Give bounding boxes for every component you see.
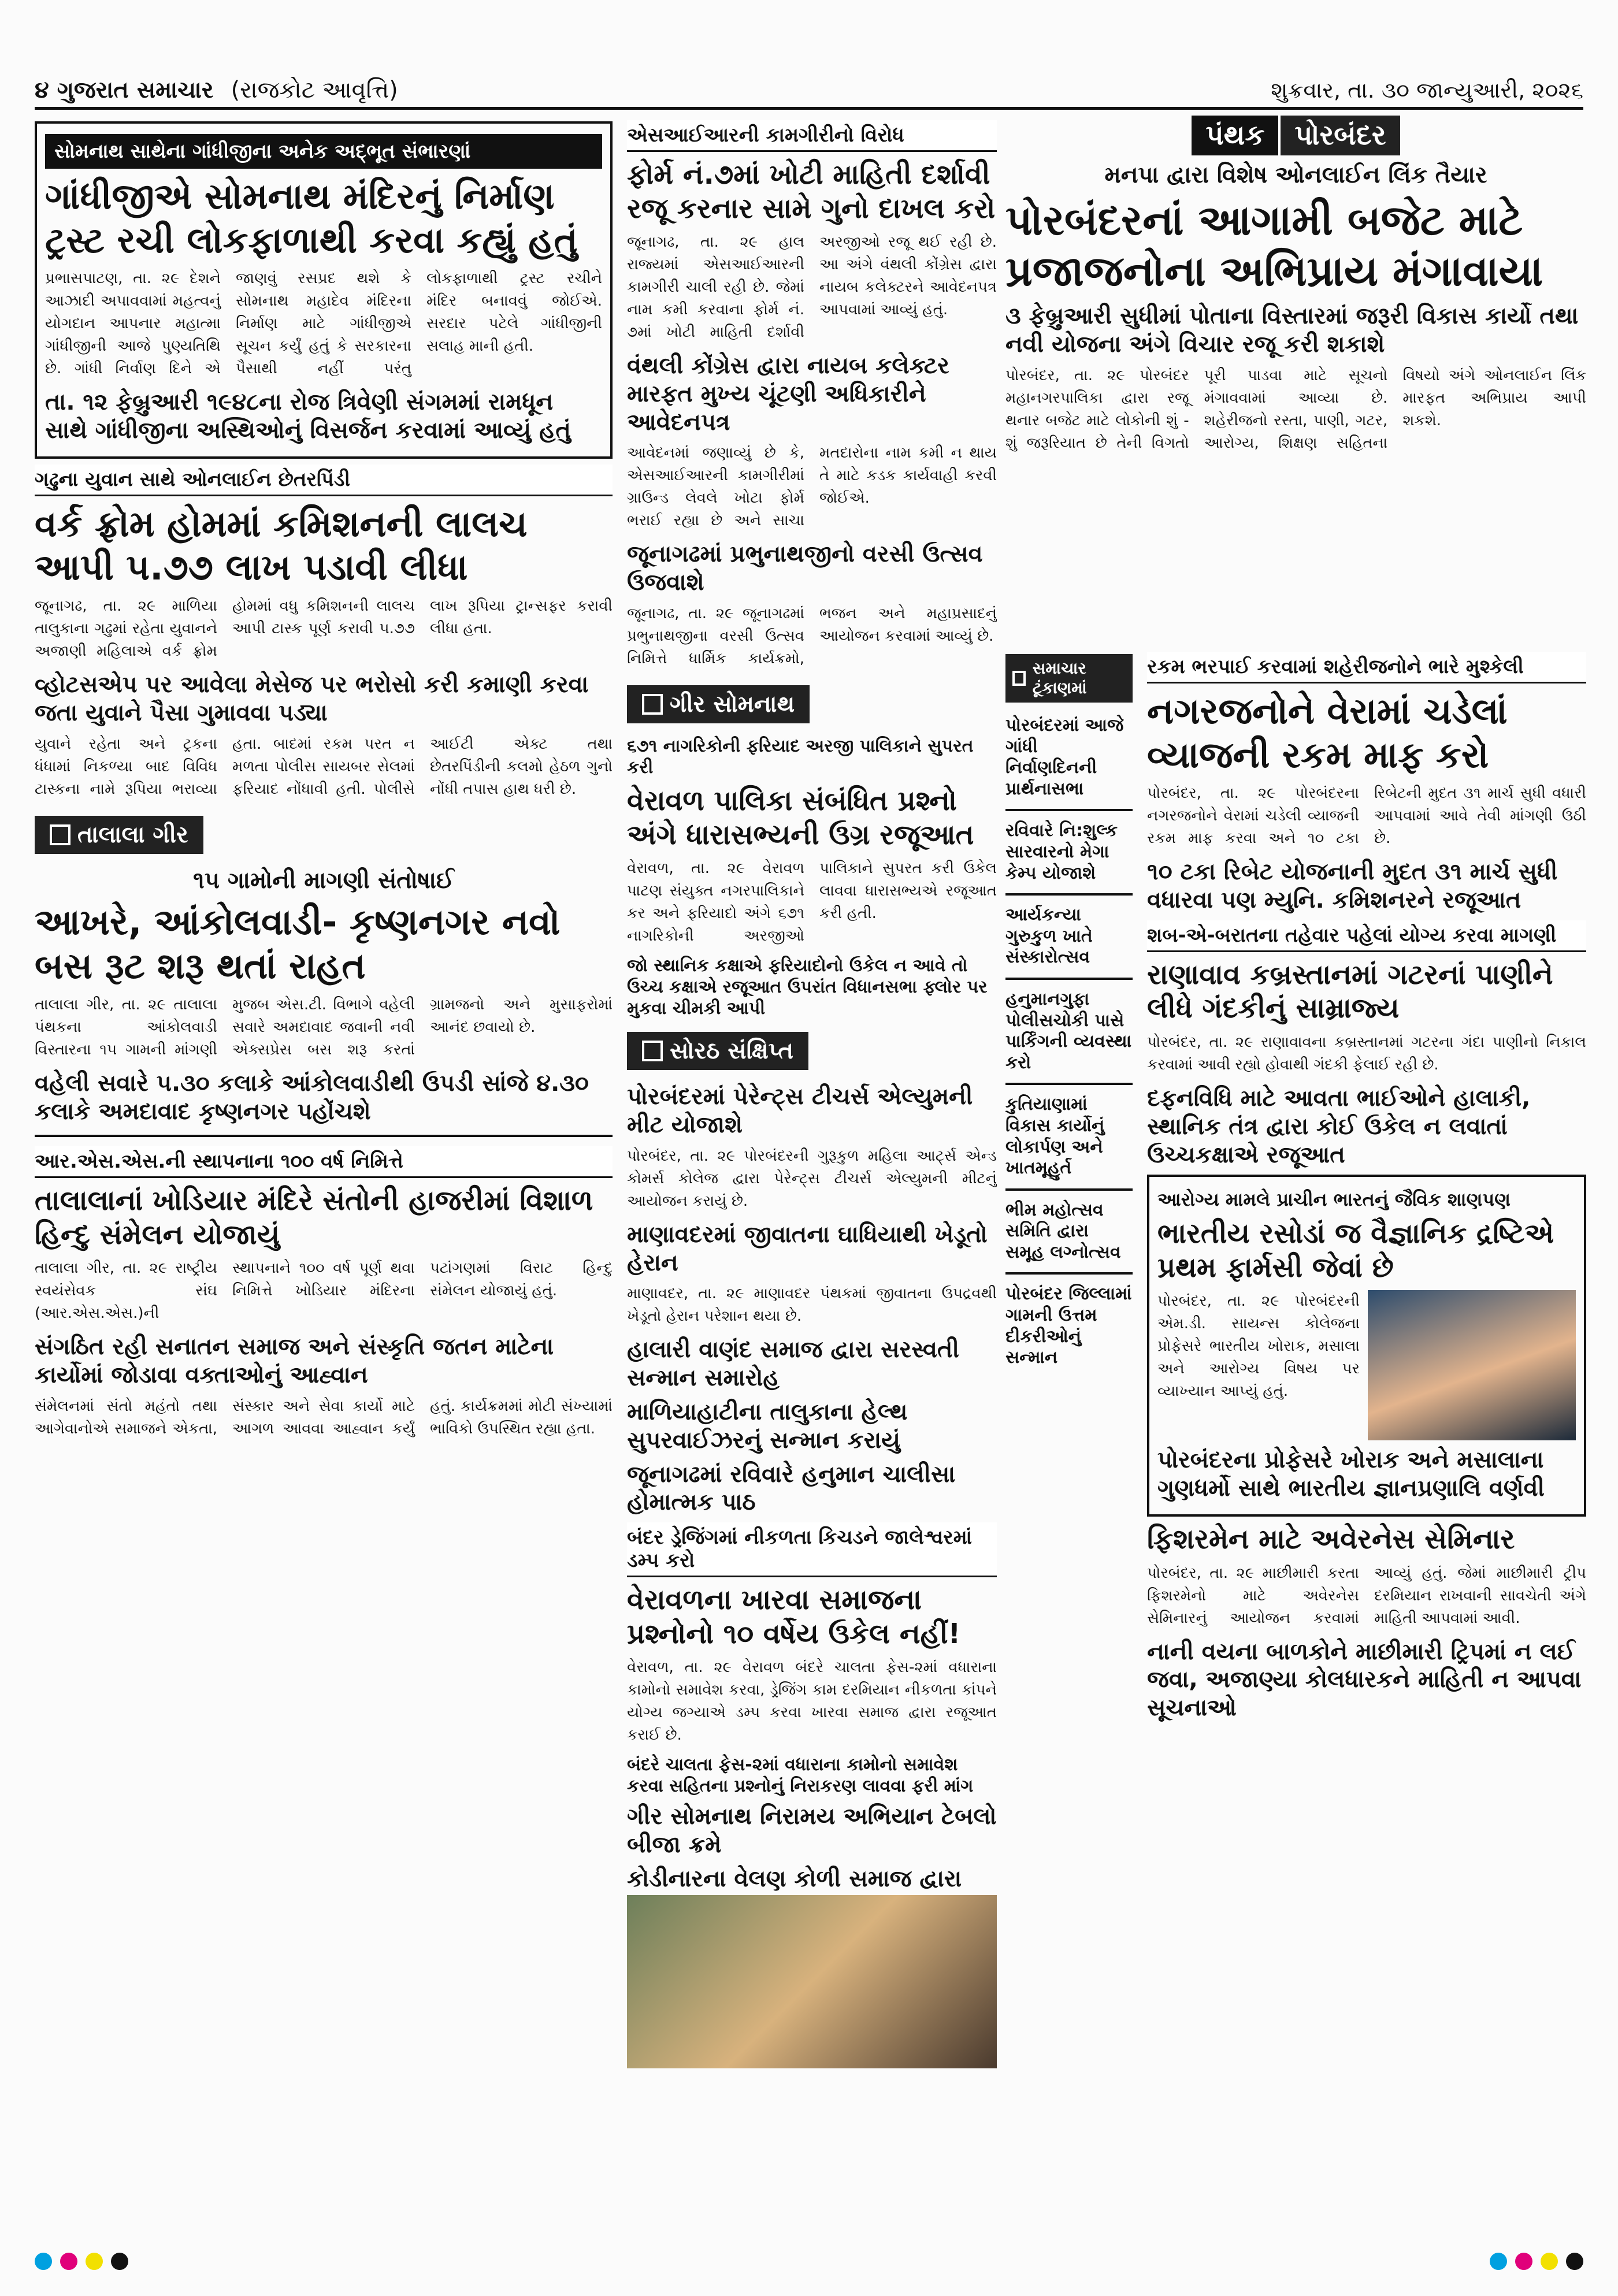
section-tag xyxy=(627,685,810,723)
kicker: સોમનાથ સાથેના ગાંધીજીના અનેક અદ્ભૂત સંભારણાં xyxy=(45,134,602,169)
headline: તાલાલાનાં ખોડિયાર મંદિરે સંતોની હાજરીમાં વિશાળ હિન્દુ સંમેલન યોજાયું xyxy=(35,1184,593,1251)
headline: ગીર સોમનાથ નિરામય અભિયાન ટેબલો બીજા ક્રમે xyxy=(627,1803,997,1859)
headline: ભારતીય રસોડાં જ વૈજ્ઞાનિક દ્રષ્ટિએ પ્રથમ ફાર્મસી જેવાં છે xyxy=(1157,1217,1554,1284)
headline: વેરાવળ પાલિકા સંબંધિત પ્રશ્નો અંગે ધારાસભ્યની ઉગ્ર રજૂઆત xyxy=(627,785,974,851)
column-4 xyxy=(1147,647,1586,2227)
subheadline: ૧૦ ટકા રિબેટ યોજનાની મુદત ૩૧ માર્ચ સુધી વધારવા પણ મ્યુનિ. કમિશનરને રજૂઆત xyxy=(1147,859,1558,914)
divider xyxy=(35,1135,613,1137)
section-name: પંથક xyxy=(1192,116,1278,155)
kicker: આરોગ્ય મામલે પ્રાચીન ભારતનું જૈવિક શાણપણ xyxy=(1157,1188,1511,1211)
article-body: તાલાલા ગીર, તા. ૨૯ રાષ્ટ્રીય સ્વયંસેવક સંઘ (આર.એસ.એસ.)ની સ્થાપનાને ૧૦૦ વર્ષ પૂર્ણ થવા નિમિત્તે ખોડિયાર મંદિરના પટાંગણમાં વિરાટ હિન્દુ સંમેલન યોજાયું હતું. xyxy=(35,1260,613,1322)
kicker: બંદર ડ્રેજિંગમાં નીકળતા કિચડને જાલેશ્વરમાં ડમ્પ કરો xyxy=(627,1522,997,1577)
subheadline: સંગઠિત રહી સનાતન સમાજ અને સંસ્કૃતિ જતન માટેના કાર્યોમાં જોડાવા વક્તાઓનું આહ્વાન xyxy=(35,1333,554,1389)
porbandar-lead xyxy=(1005,116,1586,636)
headline: ફિશરમેન માટે અવેરનેસ સેમિનાર xyxy=(1147,1523,1515,1556)
article-body: જૂનાગઢ, તા. ૨૯ હાલ રાજ્યમાં એસઆઈઆરની કામગીરી ચાલી રહી છે. જેમાં નામ કમી કરવાના ફોર્મ નં. ૭માં ખોટી માહિતી દર્શાવી અરજીઓ રજૂ થઈ રહી છે. આ અંગે વંથલી કોંગ્રેસ દ્વારા નાયબ કલેક્ટરને આવેદનપત્ર આપવામાં આવ્યું હતું. xyxy=(627,233,997,341)
hourglass-icon xyxy=(642,1041,663,1061)
article-body: પોરબંદર, તા. ૨૯ માછીમારી કરતા ફિશરમેનો માટે અવેરનેસ સેમિનારનું આયોજન કરવામાં આવ્યું હતું. જેમાં માછીમારી ટ્રીપ દરમિયાન રાખવાની સાવચેતી અંગે માહિતી આપવામાં આવી. xyxy=(1147,1564,1586,1627)
subheadline: દફનવિધિ માટે આવતા ભાઈઓને હાલાકી, સ્થાનિક તંત્ર દ્વારા કોઈ ઉકેલ ન લવાતાં ઉચ્ચકક્ષાએ રજૂઆત xyxy=(1147,1084,1531,1168)
kicker: રકમ ભરપાઈ કરવામાં શહેરીજનોને ભારે મુશ્કેલી xyxy=(1147,652,1586,683)
paper-title: ૪ ગુજરાત સમાચાર xyxy=(35,77,214,103)
kicker: શબ-એ-બરાતના તહેવાર પહેલાં યોગ્ય કરવા માગણી xyxy=(1147,920,1586,952)
article-body: તાલાલા ગીર, તા. ૨૯ તાલાલા પંથકના આંકોલવાડી વિસ્તારના ૧૫ ગામની માંગણી મુજબ એસ.ટી. વિભાગે વહેલી સવારે અમદાવાદ જવાની નવી એક્સપ્રેસ બસ શરૂ કરતાં ગ્રામજનો અને મુસાફરોમાં આનંદ છવાયો છે. xyxy=(35,995,613,1058)
headline: પોરબંદરનાં આગામી બજેટ માટે પ્રજાજનોના અભિપ્રાય મંગાવાયા xyxy=(1005,195,1543,295)
subheadline: બંદરે ચાલતા ફેસ-૨માં વધારાના કામોનો સમાવેશ કરવા સહિતના પ્રશ્નોનું નિરાકરણ લાવવા ફરી માંગ xyxy=(627,1755,974,1796)
subheadline: પોરબંદરના પ્રોફેસરે ખોરાક અને મસાલાના ગુણધર્મો સાથે ભારતીય જ્ઞાનપ્રણાલિ વર્ણવી xyxy=(1157,1447,1545,1502)
divider xyxy=(1005,1272,1133,1275)
black-dot xyxy=(111,2253,128,2270)
column-1 xyxy=(35,116,613,2227)
divider xyxy=(1005,978,1133,980)
headline: જૂનાગઢમાં પ્રભુનાથજીનો વરસી ઉત્સવ ઉજવાશે xyxy=(627,541,983,596)
article-body: પોરબંદર, તા. ૨૯ પોરબંદરના નગરજનોને વેરામાં ચડેલી વ્યાજની રકમ માફ કરવા અને ૧૦ ટકા રિબેટની મુદત ૩૧ માર્ચ સુધી વધારી આપવામાં આવે તેવી માંગણી ઉઠી છે. xyxy=(1147,785,1586,848)
brief-headline: હનુમાનગુફા પોલીસચોકી પાસે પાર્કિંગની વ્યવસ્થા કરો xyxy=(1005,989,1132,1073)
article-body: જૂનાગઢ, તા. ૨૯ જૂનાગઢમાં પ્રભુનાથજીના વરસી ઉત્સવ નિમિત્તે ધાર્મિક કાર્યક્રમો, ભજન અને મહાપ્રસાદનું આયોજન કરવામાં આવ્યું છે. xyxy=(627,605,997,668)
subheadline: વહેલી સવારે ૫.૩૦ કલાકે આંકોલવાડીથી ઉપડી સાંજે ૪.૩૦ કલાકે અમદાવાદ કૃષ્ણનગર પહોંચશે xyxy=(35,1069,589,1125)
headline: માણાવદરમાં જીવાતના ઘાધિયાથી ખેડૂતો હેરાન xyxy=(627,1221,988,1276)
section-tag-label: તાલાલા ગીર xyxy=(77,821,188,848)
kicker: મનપા દ્વારા વિશેષ ઓનલાઈન લિંક તૈયાર xyxy=(1104,162,1487,188)
headline: ફોર્મ નં.૭માં ખોટી માહિતી દર્શાવી રજૂ કરનાર સામે ગુનો દાખલ કરો xyxy=(627,158,996,225)
brief-headline: ભીમ મહોત્સવ સમિતિ દ્વારા સમૂહ લગ્નોત્સવ xyxy=(1005,1199,1121,1262)
kicker: એસઆઈઆરની કામગીરીનો વિરોધ xyxy=(627,120,997,152)
print-registration xyxy=(35,2250,1583,2273)
headline: આખરે, આંકોલવાડી- કૃષ્ણનગર નવો બસ રૂટ શરૂ થતાં રાહત xyxy=(35,901,561,987)
ayurveda-story xyxy=(1147,1175,1586,1517)
headline: પોરબંદરમાં પેરેન્ટ્સ ટીચર્સ એલ્યુમની મીટ યોજાશે xyxy=(627,1083,973,1138)
color-bar-right xyxy=(1490,2253,1583,2270)
hourglass-icon xyxy=(642,694,663,715)
yellow-dot xyxy=(86,2253,103,2270)
section-tag-label: સોરઠ સંક્ષિપ્ત xyxy=(670,1038,793,1065)
article-body: વેરાવળ, તા. ૨૯ વેરાવળ પાટણ સંયુક્ત નગરપાલિકાને કર અને ફરિયાદો અંગે ૬૭૧ નાગરિકોની અરજીઓ પાલિકાને સુપરત કરી ઉકેલ લાવવા ધારાસભ્યએ રજૂઆત કરી હતી. xyxy=(627,860,997,945)
speaker-photo xyxy=(1368,1290,1576,1440)
headline: નગરજનોને વેરામાં ચડેલાં વ્યાજની રકમ માફ કરો xyxy=(1147,690,1508,776)
black-dot xyxy=(1566,2253,1583,2270)
brief-headline: કુતિયાણામાં વિકાસ કાર્યોનું લોકાર્પણ અને ખાતમૂહુર્ત xyxy=(1005,1094,1105,1179)
hourglass-icon xyxy=(1012,671,1026,686)
headline: હાલારી વાણંદ સમાજ દ્વારા સરસ્વતી સન્માન સમારોહ xyxy=(627,1336,959,1392)
section-tag xyxy=(1005,654,1133,703)
headline: જૂનાગઢમાં રવિવારે હનુમાન ચાલીસા હોમાત્મક પાઠ xyxy=(627,1461,956,1516)
article-body: માણાવદર, તા. ૨૯ માણાવદર પંથકમાં જીવાતના ઉપદ્રવથી ખેડૂતો હેરાન પરેશાન થયા છે. xyxy=(627,1285,997,1325)
masthead-left xyxy=(35,77,398,103)
article-body: યુવાને રહેતા અને ટ્રકના ધંધામાં નિકળ્યા બાદ વિવિધ ટાસ્કના નામે રૂપિયા ભરાવ્યા હતા. બાદમાં રકમ પરત ન મળતા પોલીસ સાયબર સેલમાં ફરિયાદ નોંધાવી હતી. પોલીસે આઈટી એક્ટ તથા છેતરપિંડીની કલમો હેઠળ ગુનો નોંધી તપાસ હાથ ધરી છે. xyxy=(35,735,613,798)
magenta-dot xyxy=(60,2253,77,2270)
brief-headline: રવિવારે નિ:શુલ્ક સારવારનો મેગા કેમ્પ યોજાશે xyxy=(1005,820,1118,883)
magenta-dot xyxy=(1515,2253,1532,2270)
gandhi-story xyxy=(35,121,613,459)
brief-headline: પોરબંદર જિલ્લામાં ગામની ઉત્તમ દીકરીઓનું સન્માન xyxy=(1005,1284,1132,1368)
headline: રાણાવાવ કબ્રસ્તાનમાં ગટરનાં પાણીને લીધે ગંદકીનું સામ્રાજ્ય xyxy=(1147,958,1553,1025)
brief-headline: પોરબંદરમાં આજે ગાંધી નિર્વાણદિનની પ્રાર્થનાસભા xyxy=(1005,715,1124,799)
issue-date: શુક્રવાર, તા. ૩૦ જાન્યુઆરી, ૨૦૨૬ xyxy=(1271,77,1583,103)
divider xyxy=(1005,1188,1133,1191)
section-tag xyxy=(35,816,203,854)
subheadline: વંથલી કોંગ્રેસ દ્વારા નાયબ કલેક્ટર મારફત મુખ્ય ચૂંટણી અધિકારીને આવેદનપત્ર xyxy=(627,352,949,436)
edition: (રાજકોટ આવૃત્તિ) xyxy=(231,77,398,103)
article-body: પ્રભાસપાટણ, તા. ૨૯ દેશને આઝાદી અપાવવામાં મહત્વનું યોગદાન આપનાર મહાત્મા ગાંધીજીની આજે પુણ્યતિથિ છે. ગાંધી નિર્વાણ દિને એ જાણવું રસપ્રદ થશે કે સોમનાથ મહાદેવ મંદિરના નિર્માણ માટે ગાંધીજીએ સૂચન કર્યું હતું કે સરકારના પૈસાથી નહીં પરંતુ લોકફાળાથી ટ્રસ્ટ રચીને મંદિર બનાવવું જોઈએ. સરદાર પટેલે ગાંધીજીની સલાહ માની હતી. xyxy=(45,270,602,378)
yellow-dot xyxy=(1541,2253,1558,2270)
kicker: ૬૭૧ નાગરિકોની ફરિયાદ અરજી પાલિકાને સુપરત કરી xyxy=(627,736,974,778)
article-body: પોરબંદર, તા. ૨૯ પોરબંદર મહાનગરપાલિકા દ્વારા રજૂ થનાર બજેટ માટે લોકોની શું - શું જરૂરિયાત છે તેની વિગતો પૂરી પાડવા માટે સૂચનો મંગાવવામાં આવ્યા છે. શહેરીજનો રસ્તા, પાણી, ગટર, આરોગ્ય, શિક્ષણ સહિતના વિષયો અંગે ઓનલાઈન લિંક મારફત અભિપ્રાય આપી શકશે. xyxy=(1005,367,1586,452)
subheadline: ૩ ફેબ્રુઆરી સુધીમાં પોતાના વિસ્તારમાં જરૂરી વિકાસ કાર્યો તથા નવી યોજના અંગે વિચાર રજૂ કરી શકાશે xyxy=(1005,303,1579,358)
cyan-dot xyxy=(1490,2253,1507,2270)
article-body: વેરાવળ, તા. ૨૯ વેરાવળ બંદરે ચાલતા ફેસ-૨માં વધારાના કામોનો સમાવેશ કરવા, ડ્રેજિંગ કામ દરમિયાન નીકળતા કાંપને યોગ્ય જગ્યાએ ડમ્પ કરવા ખારવા સમાજ દ્વારા રજૂઆત કરાઈ છે. xyxy=(627,1659,997,1744)
divider xyxy=(1005,893,1133,896)
color-bar-left xyxy=(35,2253,128,2270)
headline: માળિયાહાટીના તાલુકાના હેલ્થ સુપરવાઈઝરનું સન્માન કરાયું xyxy=(627,1398,908,1454)
divider xyxy=(1005,1083,1133,1085)
kicker: ૧૫ ગામોની માગણી સંતોષાઈ xyxy=(193,867,454,894)
kicker: ગઢુના યુવાન સાથે ઓનલાઈન છેતરપિંડી xyxy=(35,465,613,496)
section-city: પોરબંદર xyxy=(1278,116,1400,155)
subheadline: તા. ૧૨ ફેબ્રુઆરી ૧૯૪૮ના રોજ ત્રિવેણી સંગમમાં રામધૂન સાથે ગાંધીજીના અસ્થિઓનું વિસર્જન કરવામાં આવ્યું હતું xyxy=(45,389,571,444)
section-tag-label: સમાચાર ટૂંકાણમાં xyxy=(1032,659,1087,697)
subheadline: જો સ્થાનિક કક્ષાએ ફરિયાદોનો ઉકેલ ન આવે તો ઉચ્ચ કક્ષાએ રજૂઆત ઉપરાંત વિધાનસભા ફ્લોર પર મુકવા ચીમકી આપી xyxy=(627,956,988,1019)
subheadline: નાની વયના બાળકોને માછીમારી ટ્રિપમાં ન લઈ જવા, અજાણ્યા કોલધારકને માહિતી ન આપવા સૂચનાઓ xyxy=(1147,1638,1582,1722)
headline: વેરાવળના ખારવા સમાજના પ્રશ્નોનો ૧૦ વર્ષેય ઉકેલ નહીં! xyxy=(627,1584,961,1650)
section-label xyxy=(1005,116,1586,155)
masthead xyxy=(35,75,1583,110)
article-body: પોરબંદર, તા. ૨૯ પોરબંદરની એમ.ડી. સાયન્સ કોલેજના પ્રોફેસરે ભારતીય ખોરાક, મસાલા અને આરોગ્ય વિષય પર વ્યાખ્યાન આપ્યું હતું. xyxy=(1157,1292,1360,1400)
section-tag-label: ગીર સોમનાથ xyxy=(670,691,795,718)
headline: ગાંધીજીએ સોમનાથ મંદિરનું નિર્માણ ટ્રસ્ટ રચી લોકફાળાથી કરવા કહ્યું હતું xyxy=(45,175,578,261)
subheadline: વ્હોટસએપ પર આવેલા મેસેજ પર ભરોસો કરી કમાણી કરવા જતા યુવાને પૈસા ગુમાવવા પડ્યા xyxy=(35,671,589,726)
article-body: જૂનાગઢ, તા. ૨૯ માળિયા તાલુકાના ગઢુમાં રહેતા યુવાનને અજાણી મહિલાએ વર્ક ફ્રોમ હોમમાં વધુ કમિશનની લાલચ આપી ટાસ્ક પૂર્ણ કરાવી ૫.૭૭ લાખ રૂપિયા ટ્રાન્સફર કરાવી લીધા હતા. xyxy=(35,597,613,660)
students-photo xyxy=(627,1895,997,2068)
article-body: પોરબંદર, તા. ૨૯ રાણાવાવના કબ્રસ્તાનમાં ગટરના ગંદા પાણીનો નિકાલ કરવામાં આવી રહ્યો હોવાથી ગંદકી ફેલાઈ રહી છે. xyxy=(1147,1033,1586,1073)
article-body: આવેદનમાં જણાવ્યું છે કે, એસઆઈઆરની કામગીરીમાં ગ્રાઉન્ડ લેવલે ખોટા ફોર્મ ભરાઈ રહ્યા છે અને સાચા મતદારોના નામ કમી ન થાય તે માટે કડક કાર્યવાહી કરવી જોઈએ. xyxy=(627,444,997,530)
article-body: પોરબંદર, તા. ૨૯ પોરબંદરની ગુરૂકુળ મહિલા આર્ટ્સ એન્ડ કોમર્સ કોલેજ દ્વારા પેરેન્ટ્સ ટીચર્સ એલ્યુમની મીટનું આયોજન કરાયું છે. xyxy=(627,1147,997,1210)
headline: કોડીનારના વેલણ કોળી સમાજ દ્વારા xyxy=(627,1865,962,1892)
section-tag xyxy=(627,1032,808,1070)
kicker: આર.એસ.એસ.ની સ્થાપનાના ૧૦૦ વર્ષ નિમિત્તે xyxy=(35,1146,613,1178)
cyan-dot xyxy=(35,2253,52,2270)
brief-headline: આર્યકન્યા ગુરુકુળ ખાતે સંસ્કારોત્સવ xyxy=(1005,905,1093,968)
hourglass-icon xyxy=(50,824,70,845)
headline: વર્ક ફ્રોમ હોમમાં કમિશનની લાલચ આપી ૫.૭૭ લાખ પડાવી લીધા xyxy=(35,502,528,589)
article-body: સંમેલનમાં સંતો મહંતો તથા આગેવાનોએ સમાજને એકતા, સંસ્કાર અને સેવા કાર્યો માટે આગળ આવવા આહ્વાન કર્યું હતું. કાર્યક્રમમાં મોટી સંખ્યામાં ભાવિકો ઉપસ્થિત રહ્યા હતા. xyxy=(35,1398,613,1438)
divider xyxy=(1005,809,1133,811)
column-3-briefs xyxy=(1005,647,1133,2227)
